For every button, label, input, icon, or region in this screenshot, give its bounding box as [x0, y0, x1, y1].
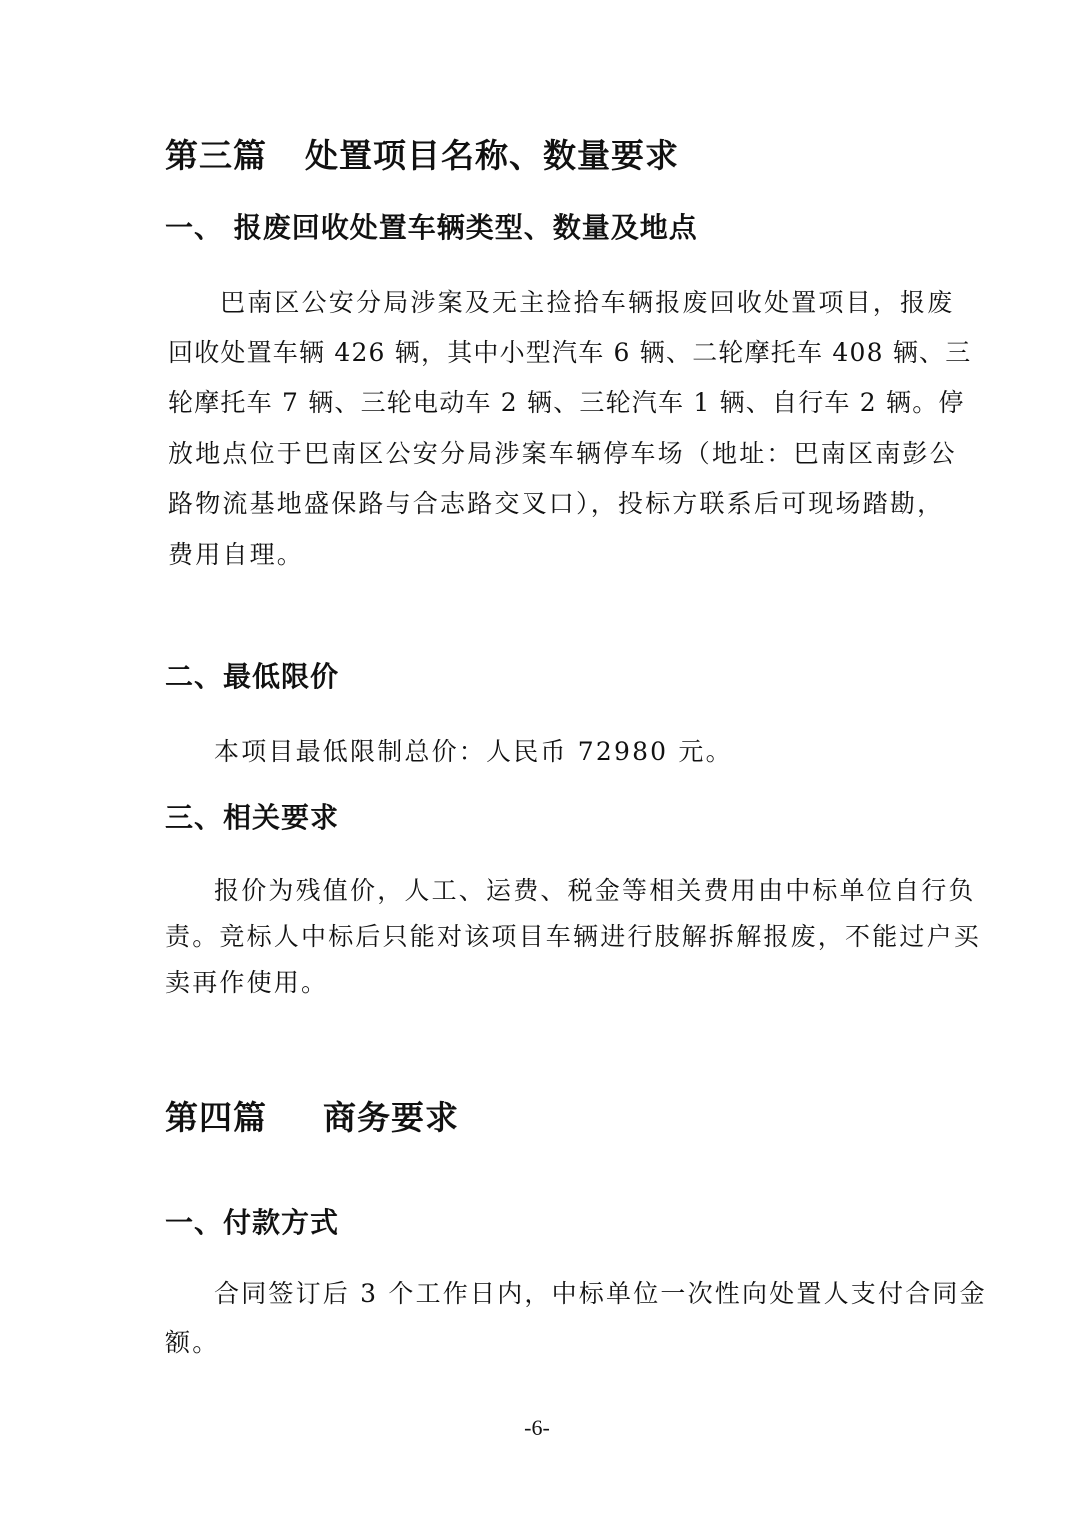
- paragraph-line: 额。: [165, 1328, 220, 1357]
- part4-title-text: 商务要求: [323, 1098, 459, 1137]
- paragraph-line: 费用自理。: [168, 540, 305, 569]
- part3-title-prefix: 第三篇: [165, 136, 267, 175]
- part4-section1-title: 一、付款方式: [165, 1206, 340, 1239]
- paragraph-line: 合同签订后 3 个工作日内，中标单位一次性向处置人支付合同金: [214, 1279, 987, 1308]
- part3-section2-title: 二、最低限价: [165, 660, 340, 693]
- part3-section1-title: 一、 报废回收处置车辆类型、数量及地点: [165, 211, 698, 244]
- part3-title: [165, 130, 679, 177]
- paragraph-line: 责。竞标人中标后只能对该项目车辆进行肢解拆解报废，不能过户买: [165, 922, 982, 951]
- paragraph-line: 轮摩托车 7 辆、三轮电动车 2 辆、三轮汽车 1 辆、自行车 2 辆。停: [168, 388, 965, 417]
- page-number: -6-: [524, 1415, 550, 1440]
- paragraph-line: 放地点位于巴南区公安分局涉案车辆停车场（地址：巴南区南彭公: [168, 439, 957, 468]
- paragraph-line: 报价为残值价，人工、运费、税金等相关费用由中标单位自行负: [214, 876, 976, 905]
- paragraph-line: 巴南区公安分局涉案及无主捡拾车辆报废回收处置项目，报废: [220, 288, 955, 317]
- paragraph-line: 回收处置车辆 426 辆，其中小型汽车 6 辆、二轮摩托车 408 辆、三: [168, 338, 972, 367]
- paragraph-line: 卖再作使用。: [165, 968, 329, 997]
- part4-title: [165, 1092, 459, 1139]
- part3-title-text: 处置项目名称、数量要求: [305, 136, 679, 175]
- part3-section3-title: 三、相关要求: [165, 801, 340, 834]
- paragraph-line: 本项目最低限制总价：人民币 72980 元。: [214, 737, 733, 766]
- paragraph-line: 路物流基地盛保路与合志路交叉口），投标方联系后可现场踏勘，: [168, 489, 945, 518]
- part4-title-prefix: 第四篇: [165, 1098, 267, 1137]
